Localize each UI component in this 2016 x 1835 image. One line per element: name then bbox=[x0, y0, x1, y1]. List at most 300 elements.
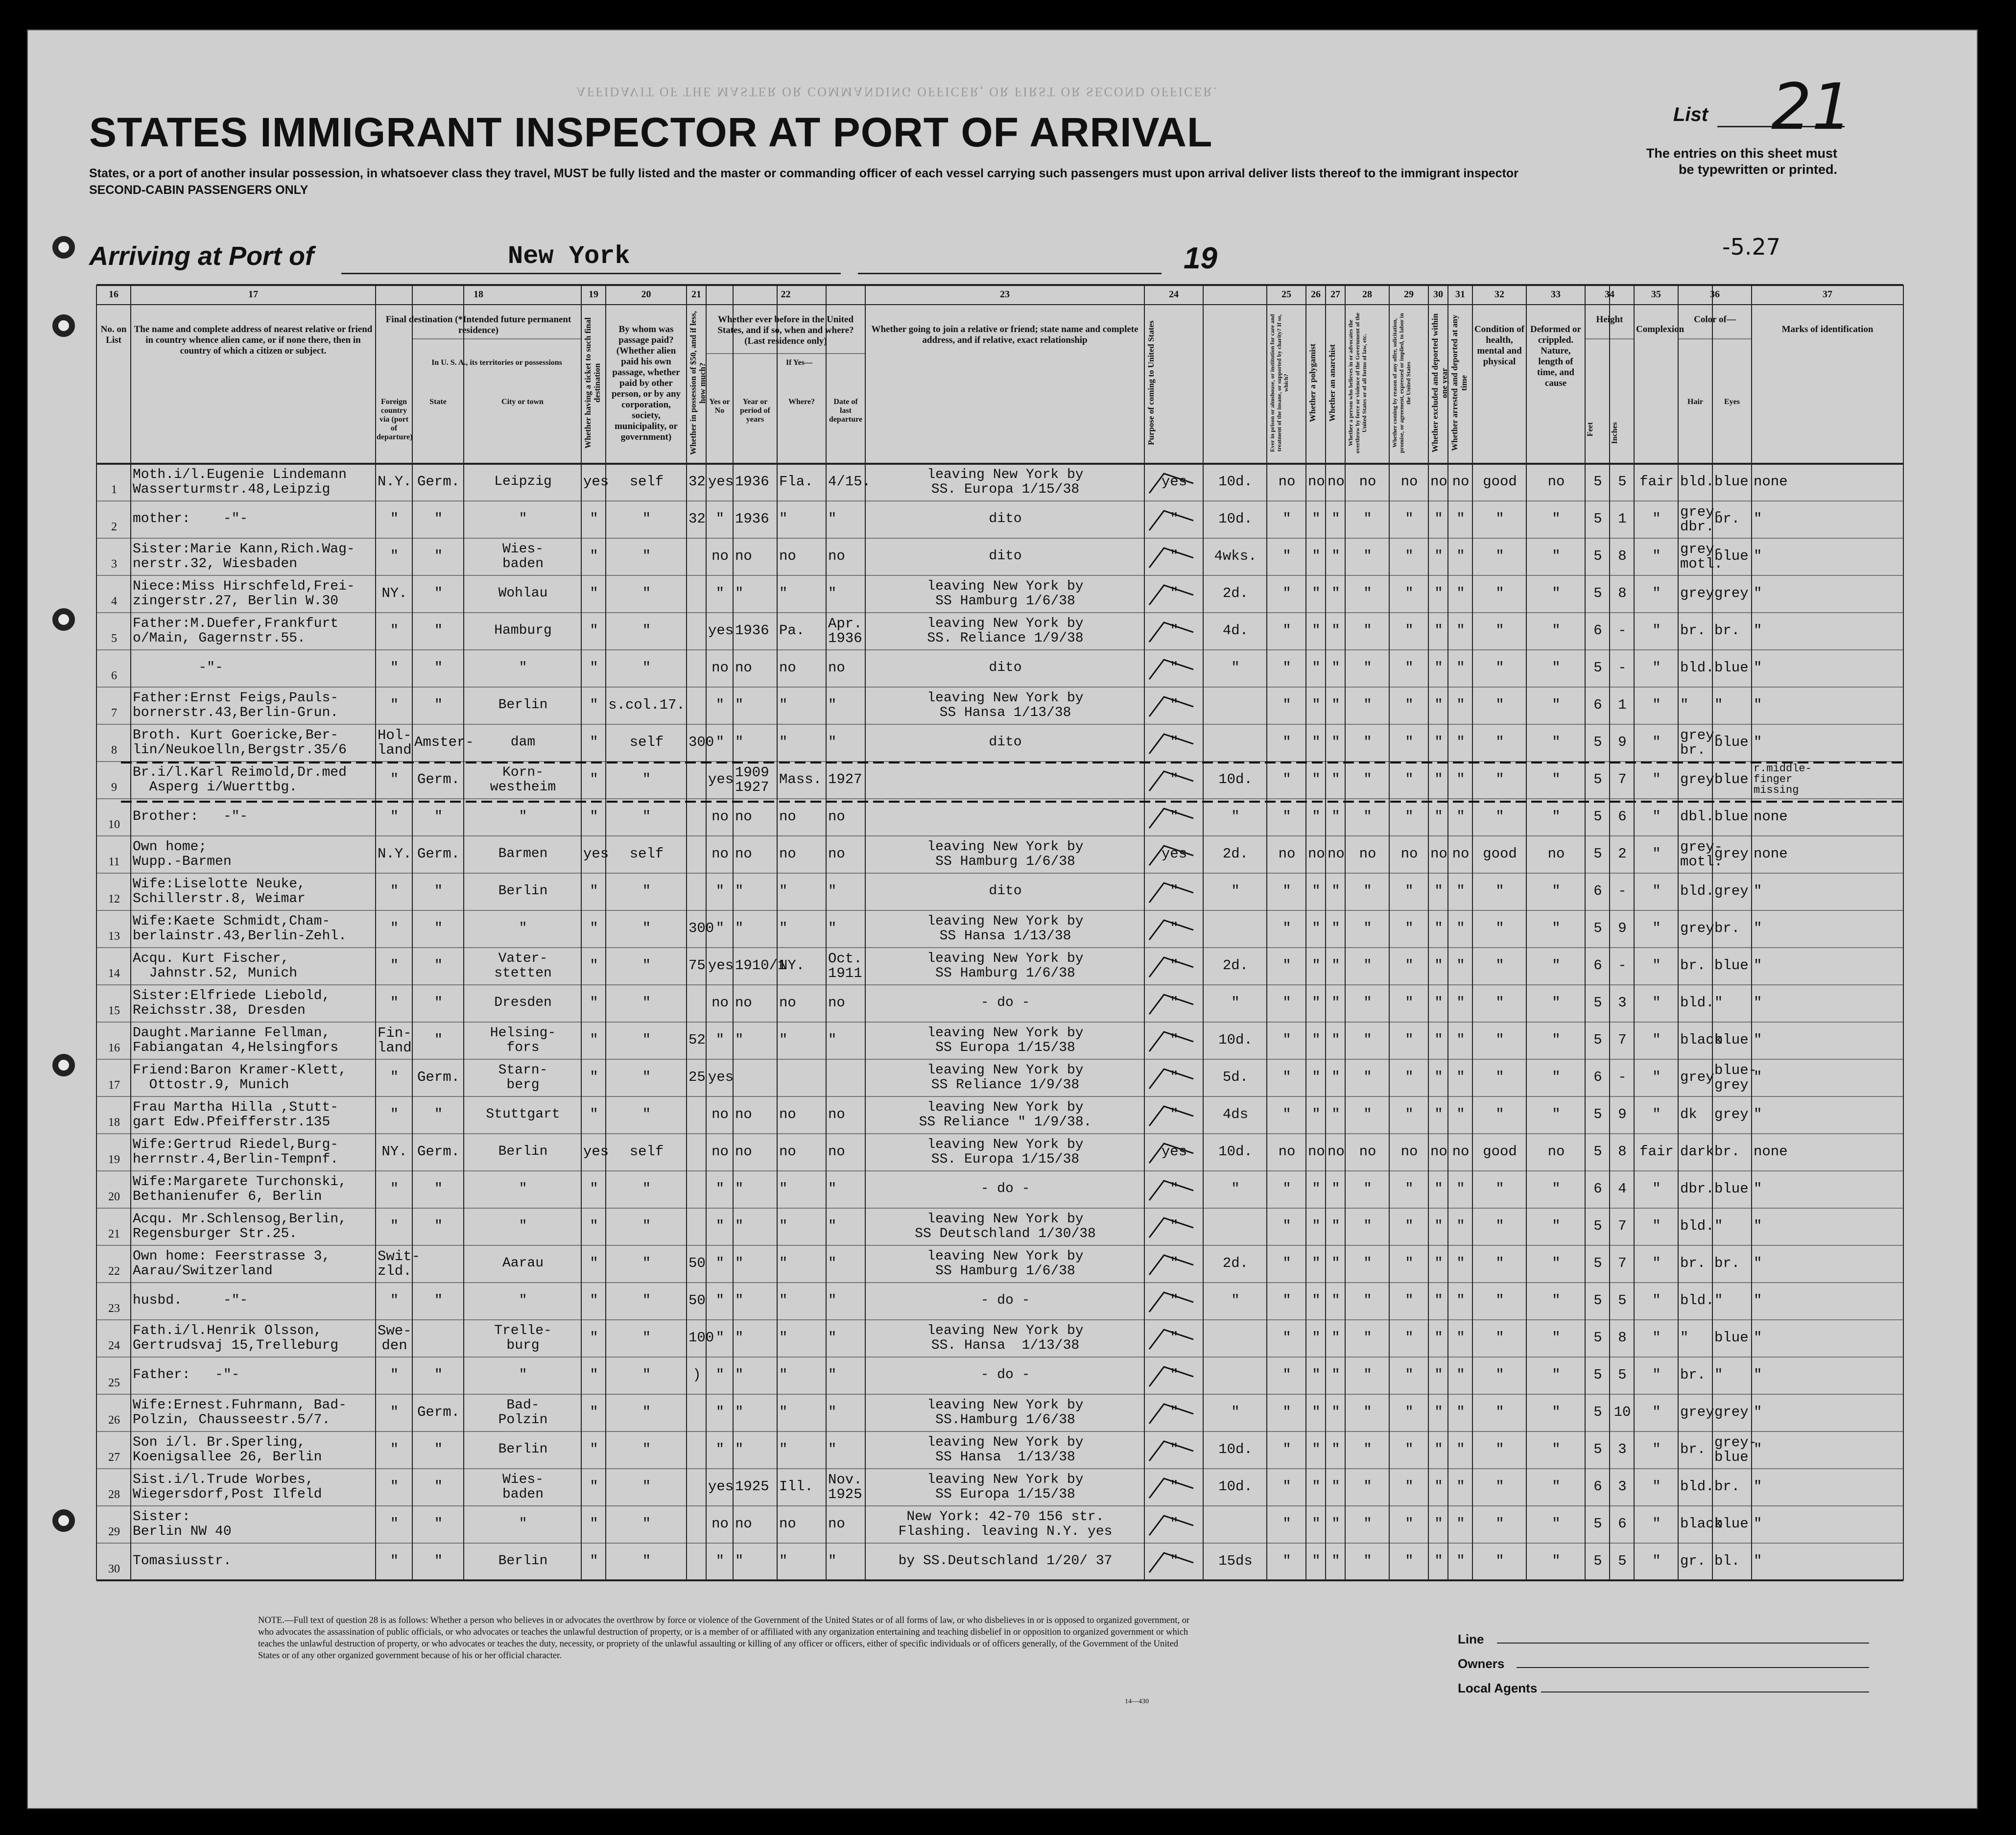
column-header: Whether arrested and deported at any time bbox=[1450, 314, 1469, 452]
cell-city: Stuttgart bbox=[486, 1107, 560, 1122]
column-header: The name and complete address of nearest relative or friend in country whence alien came, or if none there, then in country of which a citizen or subject. bbox=[134, 324, 373, 356]
cell-state: " bbox=[434, 809, 443, 825]
cell-purpose: " bbox=[1170, 771, 1179, 787]
cell-deform: " bbox=[1552, 1255, 1561, 1271]
cell-health: " bbox=[1495, 771, 1504, 787]
cell-deform: " bbox=[1552, 995, 1561, 1011]
cell-deform: " bbox=[1552, 1478, 1561, 1495]
cell-q28: " bbox=[1363, 1255, 1372, 1271]
cell-ticket: yes bbox=[583, 1144, 609, 1160]
cell-stay: 10d. bbox=[1218, 474, 1253, 490]
cell-eyes: " bbox=[1714, 1292, 1723, 1309]
cell-dep: 4/15. bbox=[828, 474, 871, 490]
cell-purpose: " bbox=[1170, 1106, 1179, 1122]
cell-no: 18 bbox=[108, 1116, 120, 1129]
cell-dep: " bbox=[828, 1367, 837, 1383]
cell-money: 52 bbox=[688, 1032, 706, 1048]
column-header: Ever in prison or almshouse, or institution for care and treatment of the insane, or supported by charity? If so, which? bbox=[1269, 314, 1289, 452]
cell-purpose: " bbox=[1170, 957, 1179, 974]
cell-q28: " bbox=[1363, 548, 1372, 564]
cell-prison: " bbox=[1282, 1255, 1291, 1271]
cell-prison: " bbox=[1282, 660, 1291, 676]
cell-marks: " bbox=[1754, 1255, 1762, 1271]
cell-depo: " bbox=[1456, 1478, 1465, 1495]
cell-complex: fair bbox=[1639, 1144, 1674, 1160]
cell-depo: " bbox=[1456, 920, 1465, 936]
cell-ticket: yes bbox=[583, 474, 609, 490]
cell-state: " bbox=[434, 1218, 443, 1234]
cell-q28: " bbox=[1363, 697, 1372, 713]
cell-via: Swe- den bbox=[378, 1323, 412, 1354]
cell-anarch: " bbox=[1331, 548, 1340, 564]
cell-city: Korn- westheim bbox=[490, 765, 556, 795]
cell-health: " bbox=[1495, 1553, 1504, 1569]
cell-where: Fla. bbox=[779, 474, 813, 490]
cell-contract: " bbox=[1405, 1032, 1414, 1048]
cell-before: no bbox=[712, 1144, 729, 1160]
cell-stay: " bbox=[1231, 1181, 1240, 1197]
cell-deform: " bbox=[1552, 585, 1561, 601]
cell-marks: " bbox=[1754, 548, 1762, 564]
cell-city: Bad- Polzin bbox=[498, 1398, 548, 1428]
cell-where: no bbox=[779, 660, 796, 676]
cell-excl: " bbox=[1434, 734, 1443, 750]
cell-complex: " bbox=[1652, 920, 1661, 936]
cell-years: 1909 1927 bbox=[735, 764, 769, 795]
cell-inch: 6 bbox=[1618, 1516, 1627, 1532]
cell-state: " bbox=[434, 995, 443, 1011]
cell-health: good bbox=[1483, 474, 1517, 490]
cell-inch: 8 bbox=[1618, 585, 1627, 601]
column-subheader: If Yes— bbox=[785, 358, 813, 367]
cell-q28: " bbox=[1363, 1441, 1372, 1457]
cell-contract: " bbox=[1405, 1478, 1414, 1495]
table-row bbox=[96, 501, 1903, 538]
column-subheader: City or town bbox=[501, 398, 544, 406]
cell-q28: no bbox=[1359, 846, 1376, 862]
cell-prison: " bbox=[1282, 1069, 1291, 1085]
cell-join: leaving New York by SS Deutschland 1/30/38 bbox=[915, 1212, 1096, 1241]
cell-q28: " bbox=[1363, 1553, 1372, 1569]
cell-rel: husbd. -"- bbox=[133, 1293, 248, 1308]
cell-inch: 4 bbox=[1618, 1181, 1627, 1197]
binder-hole-icon bbox=[52, 1509, 75, 1532]
cell-via: " bbox=[390, 883, 399, 899]
cell-eyes: grey bbox=[1714, 1404, 1749, 1420]
cell-before: " bbox=[715, 734, 725, 750]
cell-deform: " bbox=[1552, 883, 1561, 899]
cell-complex: " bbox=[1652, 771, 1661, 787]
cell-q28: " bbox=[1363, 660, 1372, 676]
cell-complex: " bbox=[1652, 1478, 1661, 1495]
cell-ticket: " bbox=[590, 1292, 598, 1309]
cell-excl: " bbox=[1434, 511, 1443, 527]
table-row bbox=[96, 613, 1903, 650]
cell-no: 5 bbox=[111, 632, 117, 645]
cell-deform: " bbox=[1552, 1218, 1561, 1234]
cell-contract: " bbox=[1405, 1553, 1414, 1569]
cell-inch: 2 bbox=[1618, 846, 1627, 862]
cell-dep: " bbox=[828, 883, 837, 899]
cell-purpose: " bbox=[1170, 660, 1179, 676]
cell-paid: " bbox=[642, 995, 651, 1011]
cell-feet: 5 bbox=[1593, 734, 1602, 750]
table-row bbox=[96, 1208, 1903, 1245]
cell-no: 21 bbox=[108, 1228, 120, 1240]
cell-dep: " bbox=[828, 1181, 837, 1197]
cell-hair: br. bbox=[1680, 957, 1706, 974]
cell-ticket: " bbox=[590, 697, 598, 713]
list-label: List bbox=[1673, 104, 1708, 125]
column-subheader: Foreign country via (port of departure) bbox=[377, 398, 413, 441]
cell-dep: " bbox=[828, 1441, 837, 1457]
cell-depo: " bbox=[1456, 1330, 1465, 1346]
cell-contract: " bbox=[1405, 585, 1414, 601]
cell-via: NY. bbox=[381, 1144, 407, 1160]
column-number: 20 bbox=[641, 289, 651, 300]
cell-no: 20 bbox=[108, 1191, 120, 1203]
question-28-note: NOTE.—Full text of question 28 is as follows: Whether a person who believes in or advocates the overthrow by force or violence of the Government of the United States or of all forms of law, or who disbelieves in or is opposed to organized government, or who advocates the assassination of public officials, or who advocates or teaches the unlawful destruction of property, or is a member of or affiliated with any organization entertaining and teaching disbelief in or opposition to organized government or which teaches the unlawful destruction of property, or who advocates or teaches the duty, necessity, or propriety of the unlawful assaulting or killing of any officer or officers, either of specific individuals or of officers generally, of the Government of the United States or of any other organized government because of his or her official character. bbox=[258, 1616, 1190, 1661]
cell-feet: 6 bbox=[1593, 1181, 1602, 1197]
binder-hole-icon bbox=[52, 314, 75, 337]
owners-field[interactable] bbox=[1517, 1667, 1869, 1668]
table-row bbox=[96, 1469, 1903, 1506]
table-row bbox=[96, 538, 1903, 575]
cell-years: no bbox=[735, 995, 752, 1011]
cell-purpose: " bbox=[1170, 920, 1179, 936]
cell-stay: 10d. bbox=[1218, 511, 1253, 527]
cell-via: Swit- zld. bbox=[378, 1248, 421, 1279]
cell-deform: no bbox=[1547, 474, 1565, 490]
cell-via: " bbox=[390, 697, 399, 713]
cell-prison: " bbox=[1282, 1181, 1291, 1197]
cell-feet: 5 bbox=[1593, 511, 1602, 527]
cell-polyg: " bbox=[1312, 1516, 1321, 1532]
cell-purpose: " bbox=[1170, 1218, 1179, 1234]
cell-excl: " bbox=[1434, 1069, 1443, 1085]
cell-marks: " bbox=[1754, 995, 1762, 1011]
manifest-sheet bbox=[27, 29, 1978, 1809]
cell-no: 7 bbox=[111, 707, 117, 719]
cell-money: ) bbox=[692, 1367, 701, 1383]
cell-depo: " bbox=[1456, 548, 1465, 564]
cell-depo: " bbox=[1456, 1181, 1465, 1197]
cell-dep: no bbox=[828, 548, 845, 564]
cell-no: 30 bbox=[108, 1563, 120, 1575]
cell-inch: 1 bbox=[1618, 697, 1627, 713]
column-number: 37 bbox=[1823, 289, 1832, 300]
cell-paid: " bbox=[642, 1292, 651, 1309]
cell-where: " bbox=[779, 1255, 788, 1271]
cell-money: 75 bbox=[688, 957, 706, 974]
cell-where: " bbox=[779, 1032, 788, 1048]
cell-purpose: " bbox=[1170, 697, 1179, 713]
cell-join: New York: 42-70 156 str. Flashing. leaving N.Y. yes bbox=[898, 1509, 1113, 1539]
cell-years: 1936 bbox=[735, 511, 769, 527]
cell-eyes: grey bbox=[1714, 1106, 1749, 1122]
column-number: 32 bbox=[1494, 289, 1504, 300]
cell-where: Ill. bbox=[779, 1478, 813, 1495]
cell-depo: " bbox=[1456, 585, 1465, 601]
cell-paid: self bbox=[629, 474, 664, 490]
cell-state: " bbox=[434, 1553, 443, 1569]
cell-contract: " bbox=[1405, 511, 1414, 527]
cell-via: NY. bbox=[381, 585, 407, 601]
cell-contract: " bbox=[1405, 995, 1414, 1011]
cell-city: Berlin bbox=[498, 1144, 548, 1159]
table-row bbox=[96, 762, 1903, 799]
cell-where: " bbox=[779, 920, 788, 936]
column-header: Whether in possession of $50, and if less, how much? bbox=[688, 311, 707, 455]
cell-prison: " bbox=[1282, 995, 1291, 1011]
cell-ticket: " bbox=[590, 883, 598, 899]
cell-via: " bbox=[390, 660, 399, 676]
cell-excl: " bbox=[1434, 1478, 1443, 1495]
cell-dep: " bbox=[828, 1404, 837, 1420]
cell-excl: " bbox=[1434, 1516, 1443, 1532]
cell-join: leaving New York by SS. Hansa 1/13/38 bbox=[927, 1323, 1084, 1353]
cell-paid: " bbox=[642, 1516, 651, 1532]
table-row bbox=[96, 1283, 1903, 1320]
cell-complex: " bbox=[1652, 660, 1661, 676]
cell-marks: " bbox=[1754, 920, 1762, 936]
cell-depo: " bbox=[1456, 1516, 1465, 1532]
cell-hair: grey bbox=[1680, 585, 1714, 601]
cell-polyg: " bbox=[1312, 660, 1321, 676]
cell-via: " bbox=[390, 809, 399, 825]
cell-polyg: " bbox=[1312, 1255, 1321, 1271]
cell-where: " bbox=[779, 511, 788, 527]
table-row bbox=[96, 575, 1903, 613]
column-number: 21 bbox=[691, 289, 701, 300]
cell-eyes: bl. bbox=[1714, 1553, 1740, 1569]
cell-complex: " bbox=[1652, 511, 1661, 527]
cell-money: 32 bbox=[688, 511, 706, 527]
cell-hair: dk bbox=[1680, 1106, 1697, 1122]
column-number: 36 bbox=[1710, 289, 1720, 300]
column-header: Final destination (*Intended future permanent residence) bbox=[385, 314, 571, 335]
table-row bbox=[96, 985, 1903, 1022]
cell-marks: " bbox=[1754, 1330, 1762, 1346]
cell-contract: " bbox=[1405, 548, 1414, 564]
entries-note bbox=[1641, 145, 1837, 178]
cell-paid: " bbox=[642, 920, 651, 936]
cell-contract: " bbox=[1405, 1367, 1414, 1383]
column-subheader: Yes or No bbox=[709, 398, 730, 415]
cell-deform: " bbox=[1552, 697, 1561, 713]
cell-inch: 5 bbox=[1618, 474, 1627, 490]
cell-city: " bbox=[519, 1181, 527, 1196]
cell-complex: " bbox=[1652, 995, 1661, 1011]
cell-years: no bbox=[735, 809, 752, 825]
cell-dep: " bbox=[828, 1330, 837, 1346]
cell-hair: " bbox=[1680, 1330, 1689, 1346]
cell-dep: " bbox=[828, 1553, 837, 1569]
cell-feet: 6 bbox=[1593, 1478, 1602, 1495]
cell-prison: no bbox=[1278, 474, 1296, 490]
cell-deform: " bbox=[1552, 1106, 1561, 1122]
cell-anarch: " bbox=[1331, 660, 1340, 676]
cell-before: " bbox=[715, 1218, 725, 1234]
cell-rel: Frau Martha Hilla ,Stutt- gart Edw.Pfeifferstr.135 bbox=[133, 1100, 339, 1130]
cell-no: 15 bbox=[108, 1004, 120, 1017]
cell-rel: Niece:Miss Hirschfeld,Frei- zingerstr.27, Berlin W.30 bbox=[133, 579, 355, 609]
cell-city: Berlin bbox=[498, 1553, 548, 1569]
cell-no: 10 bbox=[108, 818, 120, 831]
cell-where: " bbox=[779, 1553, 788, 1569]
cell-prison: " bbox=[1282, 734, 1291, 750]
cell-anarch: " bbox=[1331, 771, 1340, 787]
cell-rel: Father:Ernst Feigs,Pauls- bornerstr.43,Berlin-Grun. bbox=[133, 691, 339, 720]
table-row bbox=[96, 1096, 1903, 1134]
cell-via: Hol- land bbox=[378, 727, 412, 758]
cell-eyes: blue bbox=[1714, 957, 1749, 974]
agents-label: Local Agents bbox=[1458, 1681, 1538, 1695]
cell-ticket: " bbox=[590, 1255, 598, 1271]
cell-contract: " bbox=[1405, 1218, 1414, 1234]
cell-eyes: blue bbox=[1714, 1032, 1749, 1048]
cell-health: " bbox=[1495, 1404, 1504, 1420]
cell-health: " bbox=[1495, 957, 1504, 974]
cell-anarch: " bbox=[1331, 1106, 1340, 1122]
cell-anarch: " bbox=[1331, 883, 1340, 899]
cell-where: " bbox=[779, 1404, 788, 1420]
cell-state: " bbox=[434, 585, 443, 601]
column-header: Whether having a ticket to such final destination bbox=[583, 317, 602, 449]
cell-inch: 9 bbox=[1618, 1106, 1627, 1122]
cell-no: 28 bbox=[108, 1488, 120, 1501]
cell-deform: " bbox=[1552, 771, 1561, 787]
cell-rel: Moth.i/l.Eugenie Lindemann Wasserturmstr.48,Leipzig bbox=[133, 467, 347, 497]
cell-rel: -"- bbox=[133, 660, 223, 675]
cell-hair: bld. bbox=[1680, 474, 1714, 490]
cell-dep: " bbox=[828, 585, 837, 601]
cell-dep: Apr. 1936 bbox=[828, 616, 862, 646]
cell-paid: self bbox=[629, 846, 664, 862]
cell-via: " bbox=[390, 1218, 399, 1234]
cell-eyes: " bbox=[1714, 995, 1723, 1011]
cell-inch: 6 bbox=[1618, 809, 1627, 825]
cell-purpose: " bbox=[1170, 995, 1179, 1011]
cell-feet: 5 bbox=[1593, 1255, 1602, 1271]
column-header: No. on List bbox=[100, 324, 127, 345]
cell-ticket: " bbox=[590, 1032, 598, 1048]
cell-feet: 5 bbox=[1593, 1106, 1602, 1122]
cell-anarch: " bbox=[1331, 920, 1340, 936]
cell-paid: " bbox=[642, 1255, 651, 1271]
cell-join: leaving New York by SS. Europa 1/15/38 bbox=[927, 1137, 1084, 1167]
cell-rel: Son i/l. Br.Sperling, Koenigsallee 26, Berlin bbox=[133, 1435, 322, 1465]
cell-join: leaving New York by SS Reliance " 1/9/38. bbox=[919, 1100, 1092, 1130]
line-field[interactable] bbox=[1497, 1643, 1869, 1644]
cell-via: " bbox=[390, 957, 399, 974]
cell-where: " bbox=[779, 1181, 788, 1197]
column-subheader: In U. S. A., its territories or possessions bbox=[431, 358, 562, 367]
cell-hair: dark bbox=[1680, 1144, 1714, 1160]
cell-deform: " bbox=[1552, 809, 1561, 825]
cell-anarch: " bbox=[1331, 622, 1340, 639]
cell-ticket: " bbox=[590, 1218, 598, 1234]
cell-hair: bld. bbox=[1680, 1292, 1714, 1309]
cell-eyes: br. bbox=[1714, 1144, 1740, 1160]
cell-inch: - bbox=[1618, 883, 1627, 899]
cell-anarch: " bbox=[1331, 1441, 1340, 1457]
cell-years: " bbox=[735, 1255, 744, 1271]
cell-q28: " bbox=[1363, 585, 1372, 601]
cell-polyg: " bbox=[1312, 957, 1321, 974]
cell-via: " bbox=[390, 1106, 399, 1122]
cell-where: no bbox=[779, 995, 796, 1011]
cell-deform: " bbox=[1552, 1404, 1561, 1420]
cell-rel: Friend:Baron Kramer-Klett, Ottostr.9, Munich bbox=[133, 1063, 347, 1093]
cell-q28: no bbox=[1359, 474, 1376, 490]
cell-ticket: " bbox=[590, 1367, 598, 1383]
cell-inch: 3 bbox=[1618, 1478, 1627, 1495]
cell-no: 4 bbox=[111, 595, 117, 608]
cell-join: leaving New York by SS Hansa 1/13/38 bbox=[927, 914, 1084, 944]
cell-excl: " bbox=[1434, 1404, 1443, 1420]
cell-rel: Sist.i/l.Trude Worbes, Wiegersdorf,Post Ilfeld bbox=[133, 1472, 322, 1502]
cell-contract: " bbox=[1405, 1069, 1414, 1085]
cell-marks: " bbox=[1754, 1181, 1762, 1197]
cell-complex: " bbox=[1652, 1441, 1661, 1457]
cell-depo: " bbox=[1456, 1367, 1465, 1383]
column-header: Deformed or crippled. Nature, length of time, and cause bbox=[1530, 324, 1581, 388]
cell-eyes: br. bbox=[1714, 1478, 1740, 1495]
cell-anarch: " bbox=[1331, 809, 1340, 825]
cell-marks: " bbox=[1754, 1478, 1762, 1495]
cell-contract: " bbox=[1405, 1292, 1414, 1309]
cell-marks: " bbox=[1754, 1069, 1762, 1085]
cell-paid: " bbox=[642, 771, 651, 787]
cell-city: Trelle- burg bbox=[494, 1323, 552, 1353]
cell-purpose: " bbox=[1170, 1404, 1179, 1420]
table-row bbox=[96, 873, 1903, 910]
column-subheader: Where? bbox=[788, 398, 815, 406]
cell-contract: " bbox=[1405, 1330, 1414, 1346]
cell-q28: " bbox=[1363, 1478, 1372, 1495]
cell-state: " bbox=[434, 920, 443, 936]
cell-city: Wies- baden bbox=[502, 542, 544, 572]
cell-deform: no bbox=[1547, 1144, 1565, 1160]
cell-contract: " bbox=[1405, 1441, 1414, 1457]
cell-stay: " bbox=[1231, 660, 1240, 676]
cell-feet: 5 bbox=[1593, 1441, 1602, 1457]
cell-before: yes bbox=[708, 1069, 734, 1085]
cell-via: N.Y. bbox=[378, 846, 412, 862]
cell-hair: dbl. bbox=[1680, 809, 1714, 825]
cell-inch: 8 bbox=[1618, 1144, 1627, 1160]
cell-paid: " bbox=[642, 660, 651, 676]
cell-dep: " bbox=[828, 734, 837, 750]
cell-prison: " bbox=[1282, 809, 1291, 825]
cell-feet: 5 bbox=[1593, 995, 1602, 1011]
cell-ticket: " bbox=[590, 771, 598, 787]
cell-state: Amster- bbox=[414, 734, 474, 750]
cell-via: " bbox=[390, 995, 399, 1011]
cell-where: no bbox=[779, 846, 796, 862]
cell-city: Berlin bbox=[498, 1442, 548, 1457]
table-row bbox=[96, 687, 1903, 724]
cell-deform: " bbox=[1552, 1516, 1561, 1532]
cell-q28: " bbox=[1363, 883, 1372, 899]
cell-years: 1936 bbox=[735, 474, 769, 490]
cell-complex: " bbox=[1652, 1069, 1661, 1085]
cell-via: " bbox=[390, 771, 399, 787]
cell-marks: " bbox=[1754, 1553, 1762, 1569]
cell-purpose: " bbox=[1170, 1255, 1179, 1271]
cell-anarch: " bbox=[1331, 1292, 1340, 1309]
